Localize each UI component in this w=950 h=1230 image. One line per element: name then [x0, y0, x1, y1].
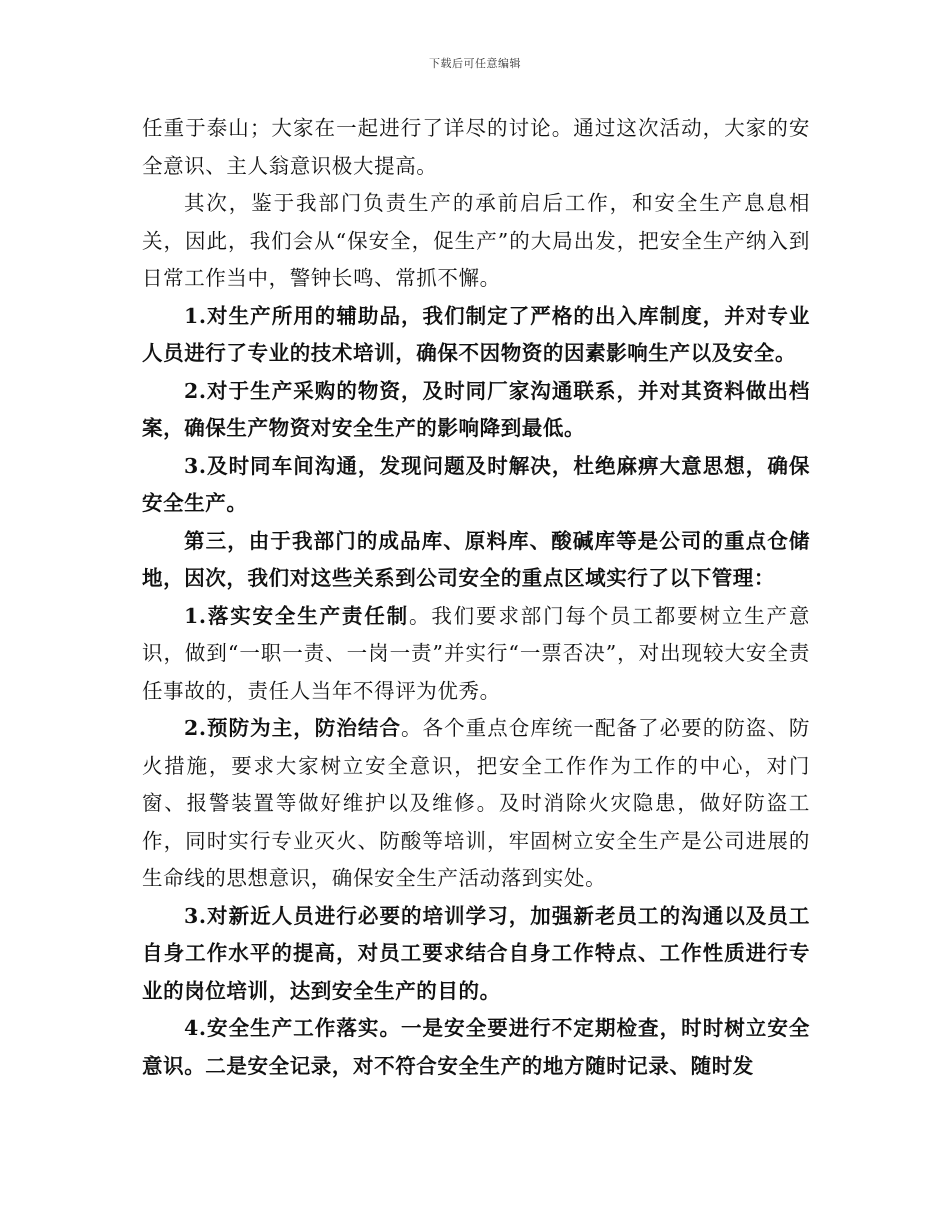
paragraph-10-lead: 4.安全生产工作落实。一是安全要进行不定期检查，时时树立安全意识。二是安全记录，对不符合安全生产的地方随时记录、随时发: [142, 1016, 810, 1078]
document-body: [142, 110, 810, 1085]
paragraph-2: [142, 185, 810, 298]
paragraph-5-lead: 3.及时同车间沟通，发现问题及时解决，杜绝麻痹大意思想，确保安全生产。: [142, 453, 810, 515]
paragraph-6: [142, 523, 810, 598]
paragraph-3: [142, 298, 810, 373]
paragraph-6-lead: 第三，由于我部门的成品库、原料库、酸碱库等是公司的重点仓储地，因次，我们对这些关系到公司安全的重点区域实行了以下管理：: [142, 528, 810, 590]
paragraph-5: [142, 448, 810, 523]
paragraph-9: [142, 898, 810, 1011]
paragraph-1: [142, 110, 810, 185]
paragraph-9-lead: 3.对新近人员进行必要的培训学习，加强新老员工的沟通以及员工自身工作水平的提高，对员工要求结合自身工作特点、工作性质进行专业的岗位培训，达到安全生产的目的。: [142, 903, 810, 1003]
paragraph-8-lead: 2.预防为主，防治结合: [184, 716, 401, 740]
paragraph-8-text: 。各个重点仓库统一配备了必要的防盗、防火措施，要求大家树立安全意识，把安全工作作为工作的中心，对门窗、报警装置等做好维护以及维修。及时消除火灾隐患，做好防盗工作，同时实行专业灭火、防酸等培训，牢固树立安全生产是公司进展的生命线的思想意识，确保安全生产活动落到实处。: [142, 716, 810, 890]
paragraph-3-lead: 1.对生产所用的辅助品，我们制定了严格的出入库制度，并对专业人员进行了专业的技术培训，确保不因物资的因素影响生产以及安全。: [142, 303, 810, 365]
paragraph-8: [142, 710, 810, 898]
paragraph-4-lead: 2.对于生产采购的物资，及时同厂家沟通联系，并对其资料做出档案，确保生产物资对安全生产的影响降到最低。: [142, 378, 810, 440]
paragraph-7-lead: 1.落实安全生产责任制: [184, 603, 409, 628]
paragraph-2-text: 其次，鉴于我部门负责生产的承前启后工作，和安全生产息息相关，因此，我们会从“保安全，促生产”的大局出发，把安全生产纳入到日常工作当中，警钟长鸣、常抓不懈。: [142, 191, 810, 290]
paragraph-4: [142, 373, 810, 448]
paragraph-7-text: 。我们要求部门每个员工都要树立生产意识，做到“一职一责、一岗一责”并实行“一票否决”，对出现较大安全责任事故的，责任人当年不得评为优秀。: [142, 603, 810, 703]
paragraph-1-text: 任重于泰山；大家在一起进行了详尽的讨论。通过这次活动，大家的安全意识、主人翁意识极大提高。: [142, 116, 810, 178]
page-header: 下载后可任意编辑: [429, 57, 521, 70]
paragraph-7: [142, 598, 810, 711]
paragraph-10: [142, 1010, 810, 1085]
